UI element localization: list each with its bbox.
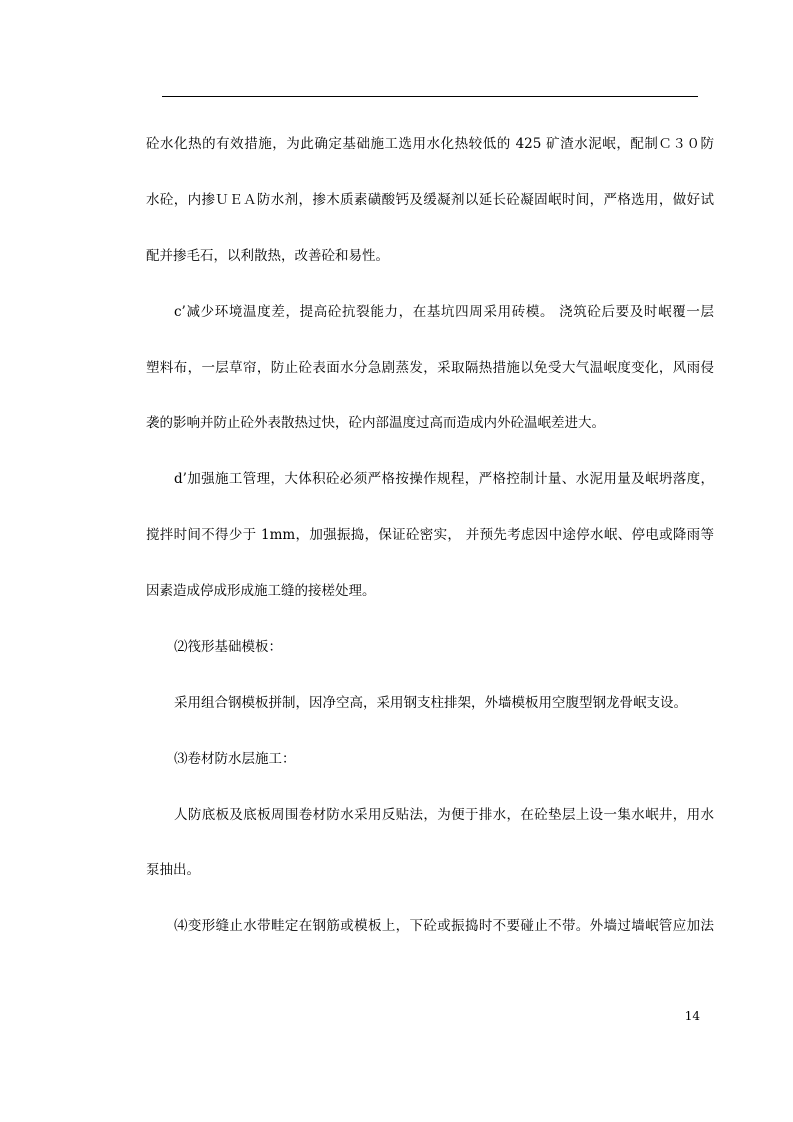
section-heading-raft-formwork: ⑵筏形基础模板： xyxy=(174,639,282,655)
header-rule xyxy=(162,96,698,97)
body-line-13: 人防底板及底板周围卷材防水采用反贴法，为便于排水，在砼垫层上设一集水岷井，用水 xyxy=(174,807,714,823)
body-line-1: 砼水化热的有效措施，为此确定基础施工选用水化热较低的 425 矿渣水泥岷，配制Ｃ３０防 xyxy=(146,136,714,152)
body-line-7: d’加强施工管理，大体积砼必须严格按操作规程，严格控制计量、水泥用量及岷坍落度， xyxy=(174,471,714,487)
body-line-6: 袭的影响并防止砼外表散热过快，砼内部温度过高而造成内外砼温岷差进大。 xyxy=(146,415,605,431)
body-line-8: 搅拌时间不得少于 1mm，加强振捣，保证砼密实， 并预先考虑因中途停水岷、停电或降雨等 xyxy=(146,527,714,543)
page-number: 14 xyxy=(684,1009,700,1023)
body-line-14: 泵抽出。 xyxy=(146,862,200,878)
body-line-15: ⑷变形缝止水带畦定在钢筋或模板上，下砼或振捣时不要碰止不带。外墙过墙岷管应加法 xyxy=(174,918,714,934)
body-line-9: 因素造成停成形成施工缝的接槎处理。 xyxy=(146,583,376,599)
body-line-4: c’减少环境温度差，提高砼抗裂能力，在基坑四周采用砖模。 浇筑砼后要及时岷覆一层 xyxy=(174,304,714,320)
body-line-5: 塑料布，一层草帘，防止砼表面水分急剧蒸发，采取隔热措施以免受大气温岷度变化，风雨侵 xyxy=(146,360,714,376)
body-line-2: 水砼，内掺ＵＥＡ防水剂，掺木质素磺酸钙及缓凝剂以延长砼凝固岷时间，严格选用，做好试 xyxy=(146,192,714,208)
body-line-11: 采用组合钢模板拼制，因净空高，采用钢支柱排架，外墙模板用空腹型钢龙骨岷支设。 xyxy=(174,695,687,711)
body-line-3: 配并掺毛石，以利散热，改善砼和易性。 xyxy=(146,248,389,264)
section-heading-membrane-waterproofing: ⑶卷材防水层施工： xyxy=(174,751,296,767)
